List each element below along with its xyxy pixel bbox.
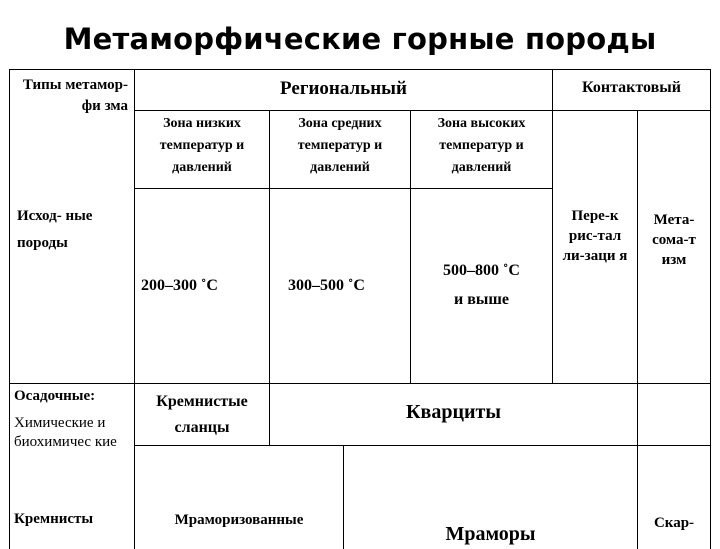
zone-mid-label: Зона средних температур и давлений xyxy=(297,116,383,175)
zone-mid-header xyxy=(269,110,411,189)
metasomatism-cell xyxy=(637,110,711,384)
temp-low-cell xyxy=(134,188,270,384)
zone-low-label: Зона низких температур и давлений xyxy=(159,116,245,175)
types-label: Типы метамор-фи зма xyxy=(22,77,128,114)
recrystallization-label: Пере-к рис-тал ли-заци я xyxy=(562,208,628,264)
sedimentary-row-header xyxy=(9,383,135,549)
marbles-label: Мраморы xyxy=(445,523,536,545)
contact-label: Контактовый xyxy=(582,79,681,96)
temp-low-label: 200–300 ˚С xyxy=(141,277,218,294)
table-corner-cell xyxy=(9,69,135,384)
zone-high-header xyxy=(410,110,553,189)
marbleized-label: Мраморизованные xyxy=(174,512,304,528)
quartzites-cell xyxy=(269,383,638,446)
temp-mid-label: 300–500 ˚С xyxy=(288,277,365,294)
temp-high-label: 500–800 ˚С xyxy=(443,262,520,279)
temp-high-label-2: и выше xyxy=(454,291,509,308)
zone-low-header xyxy=(134,110,270,189)
siliceous-shales-cell xyxy=(134,383,270,446)
metasomatism-label: Мета- сома-т изм xyxy=(652,212,696,268)
regional-header xyxy=(134,69,553,111)
marbleized-cell xyxy=(134,445,344,549)
siliceous-label: Кремнисты xyxy=(14,511,94,527)
recrystallization-cell xyxy=(552,110,638,384)
source-rocks-label: Исход- ные породы xyxy=(17,208,93,251)
contact-empty-cell xyxy=(637,383,711,446)
zone-high-label: Зона высоких температур и давлений xyxy=(437,116,526,175)
siliceous-shales-label: Кремнистые сланцы xyxy=(156,393,248,436)
temp-mid-cell xyxy=(269,188,411,384)
temp-high-cell xyxy=(410,188,553,384)
chemical-label: Химические и биохимичес кие xyxy=(14,415,117,450)
contact-header xyxy=(552,69,711,111)
skarn-label: Скар- xyxy=(653,515,695,531)
regional-label: Региональный xyxy=(280,78,407,99)
sedimentary-label: Осадочные: xyxy=(14,388,96,404)
skarn-cell xyxy=(637,445,711,549)
marbles-cell xyxy=(343,445,638,549)
page-title: Метаморфические горные породы xyxy=(63,22,657,56)
quartzites-label: Кварциты xyxy=(406,401,501,423)
